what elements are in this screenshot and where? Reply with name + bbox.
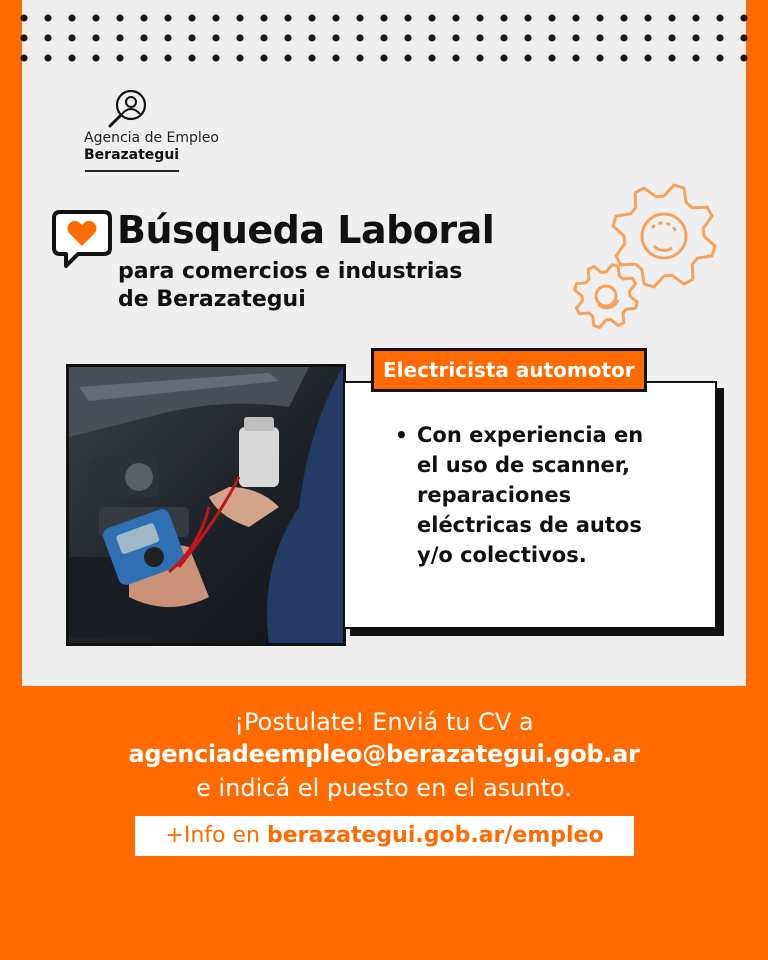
heart-chat-icon: [52, 208, 114, 272]
agency-city: Berazategui: [84, 147, 180, 163]
agency-name: Agencia de Empleo: [84, 130, 219, 146]
page-subtitle: [118, 258, 462, 314]
requirement-line: el uso de scanner,: [417, 453, 631, 477]
subtitle-line-2: de Berazategui: [118, 287, 306, 312]
requirement-line: eléctricas de autos: [417, 513, 642, 537]
requirement-line: reparaciones: [417, 483, 572, 507]
job-position-badge: Electricista automotor: [371, 348, 647, 392]
dots-pattern: [20, 14, 750, 64]
info-url-link[interactable]: berazategui.gob.ar/empleo: [266, 823, 604, 848]
cta-email-link[interactable]: agenciadeempleo@berazategui.gob.ar: [128, 740, 640, 768]
cta-instructions: e indicá el puesto en el asunto.: [196, 774, 572, 802]
info-box: [135, 816, 634, 856]
search-person-icon: [72, 86, 182, 132]
gears-icon: [568, 176, 728, 336]
requirements-list: [395, 420, 695, 570]
mechanic-photo: [66, 364, 346, 646]
page-title: Búsqueda Laboral: [117, 208, 495, 252]
logo-divider: [85, 170, 179, 172]
requirement-line: y/o colectivos.: [417, 543, 587, 567]
list-item: [395, 420, 695, 570]
bullet-icon: •: [395, 423, 408, 447]
requirement-line: Con experiencia en: [417, 423, 644, 447]
info-prefix: +Info en: [165, 823, 267, 848]
requirement-text: [417, 420, 643, 570]
cta-apply: ¡Postulate! Enviá tu CV a: [234, 708, 534, 736]
subtitle-line-1: para comercios e industrias: [118, 259, 463, 284]
